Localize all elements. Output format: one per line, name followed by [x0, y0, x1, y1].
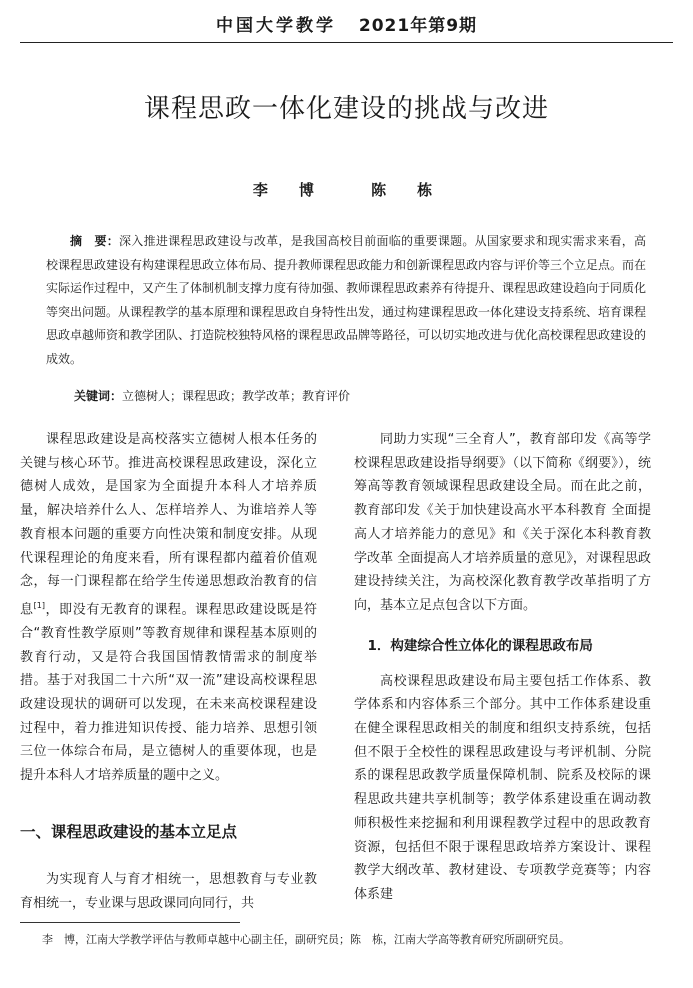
footnote-divider: [20, 922, 240, 923]
journal-name: 中国大学教学: [215, 16, 336, 36]
abstract-text: 深入推进课程思政建设与改革，是我国高校目前面临的重要课题。从国家要求和现实需求来看，高校课程思政建设有构建课程思政立体布局、提升教师课程思政能力和创新课程思政内容与评价等三个立足点。而在实际运作过程中，又产生了体制机制支撑力度有待加强、教师课程思政素养有待提升、课程思政建设趋向于同质化等突出问题。从课程教学的基本原理和课程思政自身特性出发，通过构建课程思政一体化建设支持系统、培育课程思政卓越师资和教学团队、打造院校独特风格的课程思政品牌等路径，可以切实地改进与优化高校课程思政建设的成效。: [46, 234, 647, 366]
intro-paragraph: [20, 428, 317, 788]
intro-text-b: ，即没有无教育的课程。课程思政建设既是符合“教育性教学原则”等教育规律和课程基本原则的教育行动，又是符合我国国情教情需求的制度举措。基于对我国二十六所“双一流”建设高校课程思政建设现状的调研可以发现，在未来高校课程建设过程中，着力推进知识传授、能力培养、思想引领三位一体综合布局，是立德树人的重要体现，也是提升本科人才培养质量的题中之义。: [20, 602, 317, 784]
intro-text-a: 课程思政建设是高校落实立德树人根本任务的关键与核心环节。推进高校课程思政建设，深化立德树人成效，是国家为全面提升本科人才培养质量，解决培养什么人、怎样培养人、为谁培养人等教育根本问题的重要方向性决策和制度安排。从现代课程理论的角度来看，所有课程都内蕴着价值观念，每一门课程都在给学生传递思想政治教育的信息: [20, 432, 317, 618]
section-heading: 一、课程思政建设的基本立足点: [20, 822, 238, 841]
section-paragraph: 为实现育人与育才相统一，思想教育与专业教育相统一，专业课与思政课同向同行，共: [20, 871, 317, 911]
left-column: [20, 428, 317, 915]
citation-ref: [1]: [33, 600, 45, 610]
keywords-text: 立德树人；课程思政；教学改革；教育评价: [122, 389, 351, 403]
running-header: [0, 12, 693, 40]
header-divider: [20, 42, 673, 43]
right-column: [354, 428, 651, 907]
abstract-label: 摘 要：: [70, 234, 120, 248]
author-footnote: 李 博，江南大学教学评估与教师卓越中心副主任，副研究员；陈 栋，江南大学高等教育研究所副研究员。: [42, 933, 570, 946]
subsection-paragraph: 高校课程思政建设布局主要包括工作体系、教学体系和内容体系三个部分。其中工作体系建设重在健全课程思政相关的制度和组织支持系统，包括但不限于全校性的课程思政建设与考评机制、分院系的课程思政教学质量保障机制、院系及校际的课程思政共建共享机制等；教学体系建设重在调动教师积极性来挖掘和利用课程教学过程中的思政教育资源，包括但不限于课程思政培养方案设计、课程教学大纲改革、教材建设、专项教学竞赛等；内容体系建: [354, 673, 651, 902]
article-title: 课程思政一体化建设的挑战与改进: [143, 94, 549, 124]
author-1: 李 博: [252, 181, 322, 199]
subsection-heading: 1．构建综合性立体化的课程思政布局: [367, 637, 593, 654]
keywords: [74, 385, 654, 407]
author-2: 陈 栋: [371, 181, 441, 199]
keywords-label: 关键词：: [74, 389, 123, 403]
abstract: [46, 230, 646, 371]
issue-number: 2021年第9期: [358, 16, 478, 36]
continued-paragraph: 同助力实现“三全育人”，教育部印发《高等学校课程思政建设指导纲要》（以下简称《纲要》），统筹高等教育领域课程思政建设全局。而在此之前，教育部印发《关于加快建设高水平本科教育 全面提高人才培养能力的意见》和《关于深化本科教育教学改革 全面提高人才培养质量的意见》，对课程思政建设持续关注，为高校深化教育教学改革指明了方向，基本立足点包含以下方面。: [354, 432, 651, 613]
author-list: [0, 178, 693, 202]
